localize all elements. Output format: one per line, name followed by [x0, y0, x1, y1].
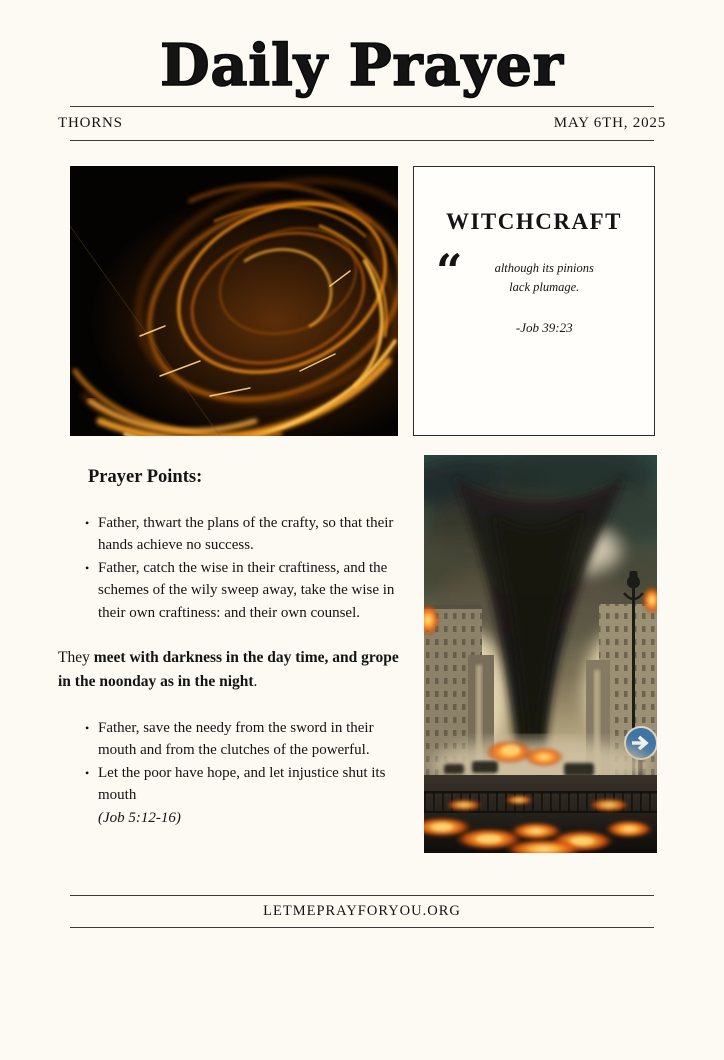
list-item: • Father, thwart the plans of the crafty, so that their hands achieve no success.	[85, 512, 408, 557]
list-item	[85, 762, 408, 830]
list-item: • Father, save the needy from the sword in their mouth and from the clutches of the powerful.	[85, 717, 408, 762]
quote-attribution: -Job 39:23	[515, 319, 573, 335]
emphasis-paragraph	[58, 646, 408, 693]
footer-url: LETMEPRAYFORYOU.ORG	[263, 902, 461, 919]
feature-box	[413, 166, 655, 436]
quote-body	[462, 259, 626, 336]
emphasis-bold: meet with darkness in the day time, and grope in the noonday as in the night	[58, 649, 399, 690]
page-title: Daily Prayer	[160, 32, 564, 99]
scripture-reference: (Job 5:12-16)	[98, 809, 181, 826]
quote-icon: “	[436, 243, 463, 298]
prayer-list-bottom	[58, 717, 408, 830]
masthead-date: MAY 6TH, 2025	[553, 114, 666, 131]
main-content-row	[58, 455, 666, 853]
list-item: • Father, catch the wise in their craftiness, and the schemes of the wily sweep away, take the wise in their own craftiness: and their own counsel.	[85, 557, 408, 625]
top-content-row	[70, 166, 666, 436]
masthead-section-label: THORNS	[58, 114, 123, 131]
footer-bottom-rule	[70, 927, 654, 928]
prayer-column	[58, 455, 408, 853]
quote-line-1: although its pinions	[494, 260, 594, 275]
quote-row	[414, 243, 654, 336]
quote-line-2: lack plumage.	[509, 280, 580, 295]
footer	[58, 895, 666, 928]
fire-vortex-image	[70, 166, 398, 436]
prayer-list-top	[58, 512, 408, 625]
prayer-points-heading: Prayer Points:	[88, 466, 203, 487]
masthead	[58, 107, 666, 140]
newsletter-page	[0, 32, 724, 1060]
tornado-city-image	[424, 455, 657, 853]
feature-title: WITCHCRAFT	[445, 208, 622, 234]
emphasis-prefix: They	[58, 649, 94, 667]
list-item-text: Let the poor have hope, and let injustice shut its mouth	[98, 764, 386, 804]
emphasis-suffix: .	[253, 672, 258, 690]
masthead-bottom-rule	[70, 140, 654, 141]
